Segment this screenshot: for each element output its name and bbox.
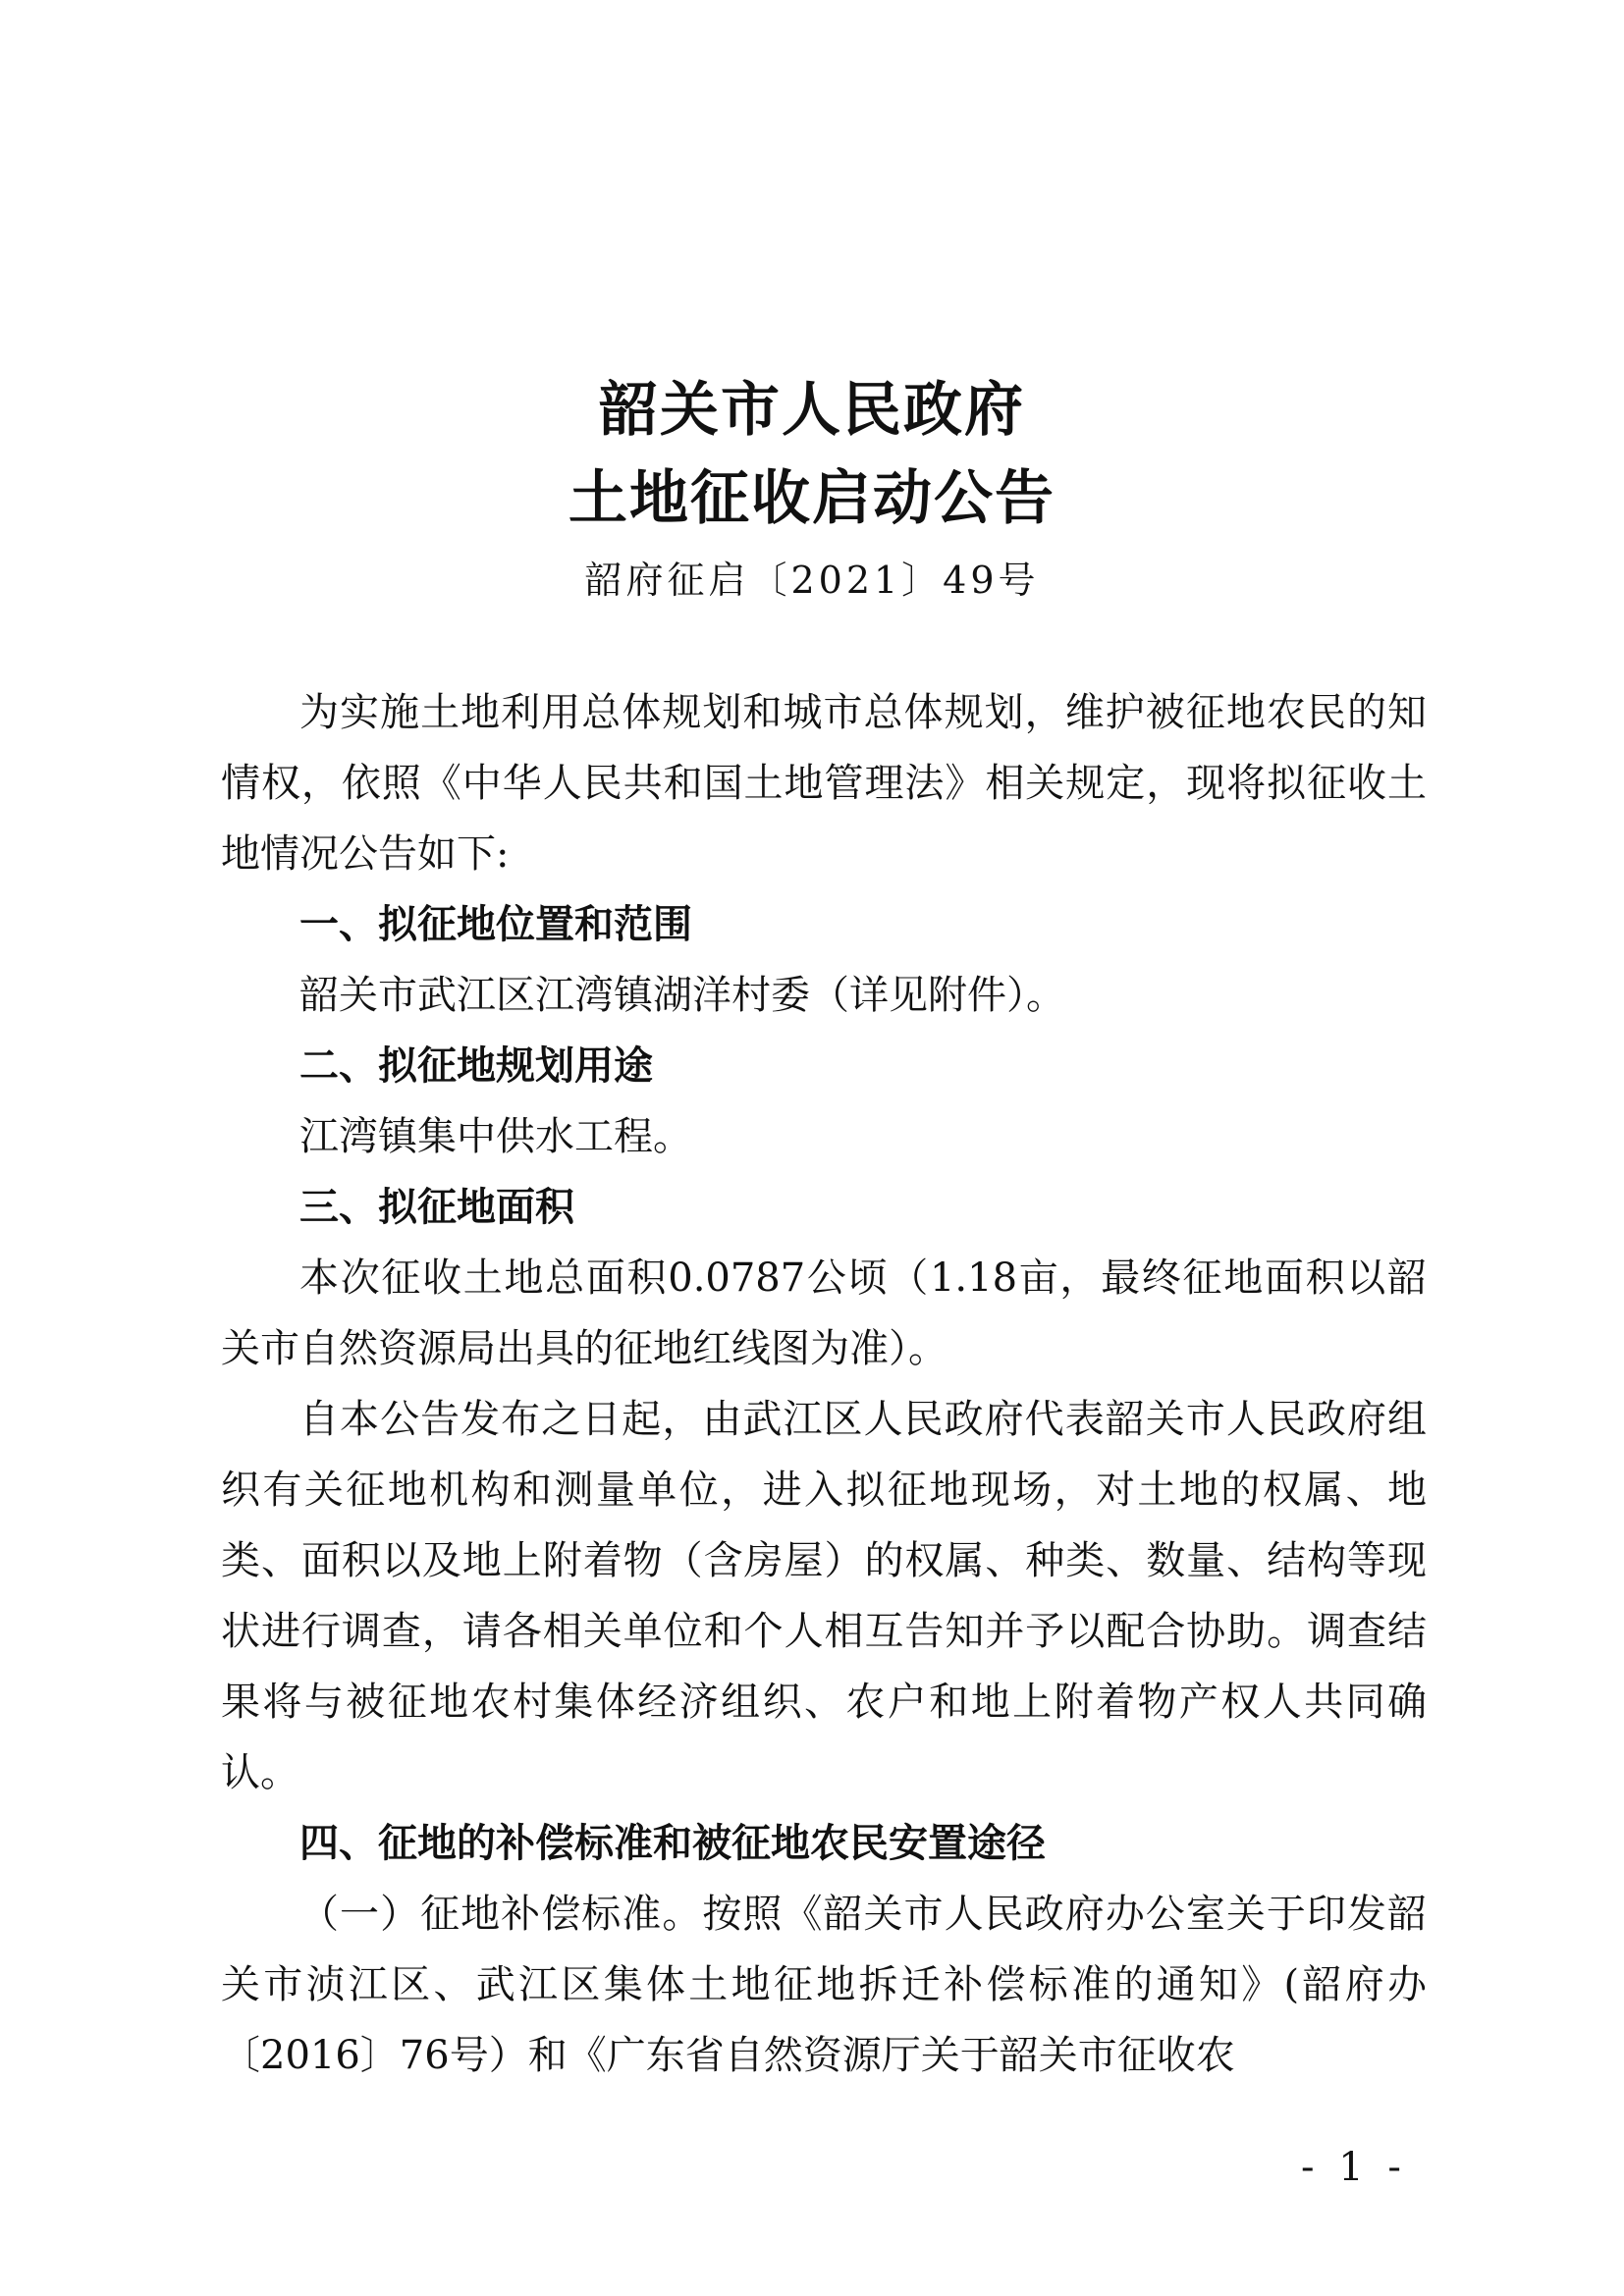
document-title-line1: 韶关市人民政府 [599, 376, 1025, 445]
paragraph-intro: 为实施土地利用总体规划和城市总体规划，维护被征地农民的知情权，依照《中华人民共和国土地管理法》相关规定，现将拟征收土地情况公告如下: [221, 690, 1427, 877]
paragraph-survey: 自本公告发布之日起，由武江区人民政府代表韶关市人民政府组织有关征地机构和测量单位，进入拟征地现场，对土地的权属、地类、面积以及地上附着物（含房屋）的权属、种类、数量、结构等现状进行调查，请各相关单位和个人相互告知并予以配合协助。调查结果将与被征地农村集体经济组织、农户和地上附着物产权人共同确认。 [221, 1397, 1427, 1795]
paragraph-compensation: （一）征地补偿标准。按照《韶关市人民政府办公室关于印发韶关市浈江区、武江区集体土地征地拆迁补偿标准的通知》(韶府办〔2016〕76号）和《广东省自然资源厅关于韶关市征收农 [221, 1892, 1427, 2078]
section-heading-3: 三、拟征地面积 [299, 1185, 574, 1230]
paragraph-area: 本次征收土地总面积0.0787公顷（1.18亩，最终征地面积以韶关市自然资源局出具的征地红线图为准）。 [221, 1255, 1427, 1371]
section-heading-1: 一、拟征地位置和范围 [299, 902, 692, 947]
section-heading-4: 四、征地的补偿标准和被征地农民安置途径 [299, 1821, 1046, 1866]
document-body [221, 677, 1427, 2091]
document-number: 韶府征启〔2021〕49号 [584, 559, 1040, 602]
document-title-line2: 土地征收启动公告 [568, 464, 1056, 533]
page-number: - 1 - [1301, 2145, 1407, 2190]
paragraph-purpose: 江湾镇集中供水工程。 [299, 1114, 692, 1159]
paragraph-location: 韶关市武江区江湾镇湖洋村委（详见附件）。 [299, 973, 1065, 1018]
section-heading-2: 二、拟征地规划用途 [299, 1043, 653, 1089]
